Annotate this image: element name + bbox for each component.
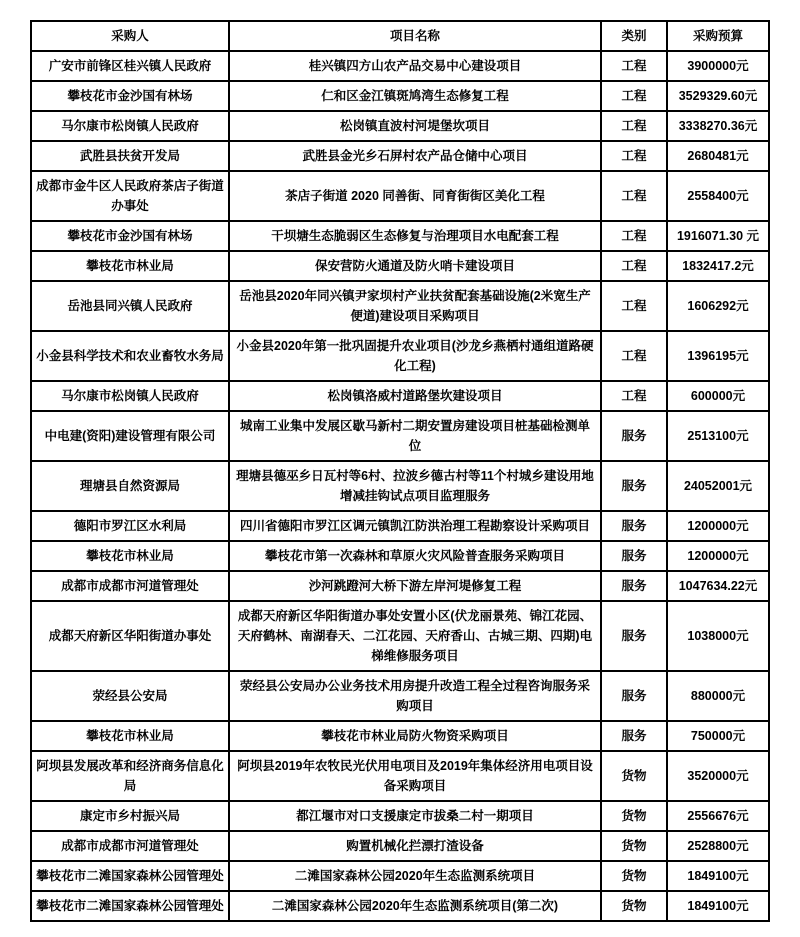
purchaser-cell: 攀枝花市金沙国有林场 [31,81,229,111]
budget-cell: 1849100元 [667,891,769,921]
project-cell: 小金县2020年第一批巩固提升农业项目(沙龙乡燕栖村通组道路硬化工程) [229,331,601,381]
table-row [31,411,769,461]
budget-cell: 880000元 [667,671,769,721]
project-cell: 都江堰市对口支援康定市拔桑二村一期项目 [229,801,601,831]
table-row [31,511,769,541]
category-cell: 服务 [601,461,667,511]
purchaser-cell: 成都市成都市河道管理处 [31,571,229,601]
category-cell: 服务 [601,541,667,571]
table-row [31,171,769,221]
budget-cell: 600000元 [667,381,769,411]
purchaser-cell: 康定市乡村振兴局 [31,801,229,831]
budget-cell: 2513100元 [667,411,769,461]
category-cell: 服务 [601,601,667,671]
project-cell: 茶店子街道 2020 同善街、同育街街区美化工程 [229,171,601,221]
purchaser-cell: 攀枝花市林业局 [31,721,229,751]
budget-cell: 3520000元 [667,751,769,801]
budget-cell: 2680481元 [667,141,769,171]
table-row [31,671,769,721]
procurement-table [30,20,770,922]
budget-cell: 2528800元 [667,831,769,861]
project-cell: 攀枝花市第一次森林和草原火灾风险普查服务采购项目 [229,541,601,571]
purchaser-cell: 攀枝花市二滩国家森林公园管理处 [31,861,229,891]
table-row [31,281,769,331]
budget-cell: 1200000元 [667,511,769,541]
budget-cell: 3529329.60元 [667,81,769,111]
purchaser-cell: 中电建(资阳)建设管理有限公司 [31,411,229,461]
category-cell: 货物 [601,751,667,801]
budget-cell: 1832417.2元 [667,251,769,281]
table-row [31,541,769,571]
category-cell: 服务 [601,571,667,601]
budget-cell: 2558400元 [667,171,769,221]
category-cell: 工程 [601,141,667,171]
project-cell: 仁和区金江镇斑鸠湾生态修复工程 [229,81,601,111]
budget-cell: 1396195元 [667,331,769,381]
category-cell: 工程 [601,281,667,331]
table-row [31,251,769,281]
category-cell: 服务 [601,411,667,461]
purchaser-cell: 攀枝花市林业局 [31,541,229,571]
project-cell: 武胜县金光乡石屏村农产品仓储中心项目 [229,141,601,171]
project-cell: 沙河跳蹬河大桥下游左岸河堤修复工程 [229,571,601,601]
table-row [31,141,769,171]
category-cell: 服务 [601,511,667,541]
budget-cell: 1849100元 [667,861,769,891]
category-cell: 货物 [601,801,667,831]
table-row [31,571,769,601]
table-row [31,221,769,251]
category-cell: 服务 [601,671,667,721]
table-row [31,721,769,751]
table-row [31,461,769,511]
project-cell: 二滩国家森林公园2020年生态监测系统项目(第二次) [229,891,601,921]
table-row [31,801,769,831]
budget-cell: 750000元 [667,721,769,751]
table-row [31,381,769,411]
project-cell: 岳池县2020年同兴镇尹家坝村产业扶贫配套基础设施(2米宽生产便道)建设项目采购项目 [229,281,601,331]
project-cell: 城南工业集中发展区歇马新村二期安置房建设项目桩基础检测单位 [229,411,601,461]
purchaser-cell: 马尔康市松岗镇人民政府 [31,111,229,141]
project-cell: 四川省德阳市罗江区调元镇凯江防洪治理工程勘察设计采购项目 [229,511,601,541]
header-row [31,21,769,51]
project-cell: 荥经县公安局办公业务技术用房提升改造工程全过程咨询服务采购项目 [229,671,601,721]
purchaser-cell: 荥经县公安局 [31,671,229,721]
column-header-category: 类别 [601,21,667,51]
project-cell: 干坝塘生态脆弱区生态修复与治理项目水电配套工程 [229,221,601,251]
column-header-purchaser: 采购人 [31,21,229,51]
project-cell: 保安营防火通道及防火哨卡建设项目 [229,251,601,281]
column-header-budget: 采购预算 [667,21,769,51]
category-cell: 货物 [601,891,667,921]
purchaser-cell: 阿坝县发展改革和经济商务信息化局 [31,751,229,801]
purchaser-cell: 小金县科学技术和农业畜牧水务局 [31,331,229,381]
purchaser-cell: 攀枝花市林业局 [31,251,229,281]
project-cell: 松岗镇洛威村道路堡坎建设项目 [229,381,601,411]
budget-cell: 1916071.30 元 [667,221,769,251]
table-row [31,601,769,671]
category-cell: 工程 [601,221,667,251]
project-cell: 购置机械化拦漂打渣设备 [229,831,601,861]
budget-cell: 1200000元 [667,541,769,571]
purchaser-cell: 攀枝花市二滩国家森林公园管理处 [31,891,229,921]
table-row [31,111,769,141]
category-cell: 工程 [601,381,667,411]
purchaser-cell: 德阳市罗江区水利局 [31,511,229,541]
budget-cell: 3900000元 [667,51,769,81]
budget-cell: 3338270.36元 [667,111,769,141]
category-cell: 货物 [601,861,667,891]
purchaser-cell: 成都市成都市河道管理处 [31,831,229,861]
category-cell: 工程 [601,251,667,281]
project-cell: 二滩国家森林公园2020年生态监测系统项目 [229,861,601,891]
table-row [31,831,769,861]
table-body [31,51,769,921]
table-row [31,51,769,81]
category-cell: 服务 [601,721,667,751]
purchaser-cell: 理塘县自然资源局 [31,461,229,511]
budget-cell: 1606292元 [667,281,769,331]
project-cell: 阿坝县2019年农牧民光伏用电项目及2019年集体经济用电项目设备采购项目 [229,751,601,801]
budget-cell: 24052001元 [667,461,769,511]
table-row [31,331,769,381]
budget-cell: 1038000元 [667,601,769,671]
purchaser-cell: 岳池县同兴镇人民政府 [31,281,229,331]
table-row [31,81,769,111]
project-cell: 松岗镇直波村河堤堡坎项目 [229,111,601,141]
category-cell: 货物 [601,831,667,861]
budget-cell: 2556676元 [667,801,769,831]
purchaser-cell: 马尔康市松岗镇人民政府 [31,381,229,411]
project-cell: 理塘县德巫乡日瓦村等6村、拉波乡德古村等11个村城乡建设用地增减挂钩试点项目监理服务 [229,461,601,511]
purchaser-cell: 武胜县扶贫开发局 [31,141,229,171]
purchaser-cell: 成都市金牛区人民政府茶店子街道办事处 [31,171,229,221]
category-cell: 工程 [601,171,667,221]
purchaser-cell: 成都天府新区华阳街道办事处 [31,601,229,671]
project-cell: 攀枝花市林业局防火物资采购项目 [229,721,601,751]
category-cell: 工程 [601,81,667,111]
purchaser-cell: 攀枝花市金沙国有林场 [31,221,229,251]
table-row [31,861,769,891]
budget-cell: 1047634.22元 [667,571,769,601]
column-header-project: 项目名称 [229,21,601,51]
table-row [31,891,769,921]
project-cell: 成都天府新区华阳街道办事处安置小区(伏龙丽景苑、锦江花园、天府鹤林、南湖春天、二江花园、天府香山、古城三期、四期)电梯维修服务项目 [229,601,601,671]
purchaser-cell: 广安市前锋区桂兴镇人民政府 [31,51,229,81]
category-cell: 工程 [601,111,667,141]
category-cell: 工程 [601,331,667,381]
project-cell: 桂兴镇四方山农产品交易中心建设项目 [229,51,601,81]
category-cell: 工程 [601,51,667,81]
table-row [31,751,769,801]
